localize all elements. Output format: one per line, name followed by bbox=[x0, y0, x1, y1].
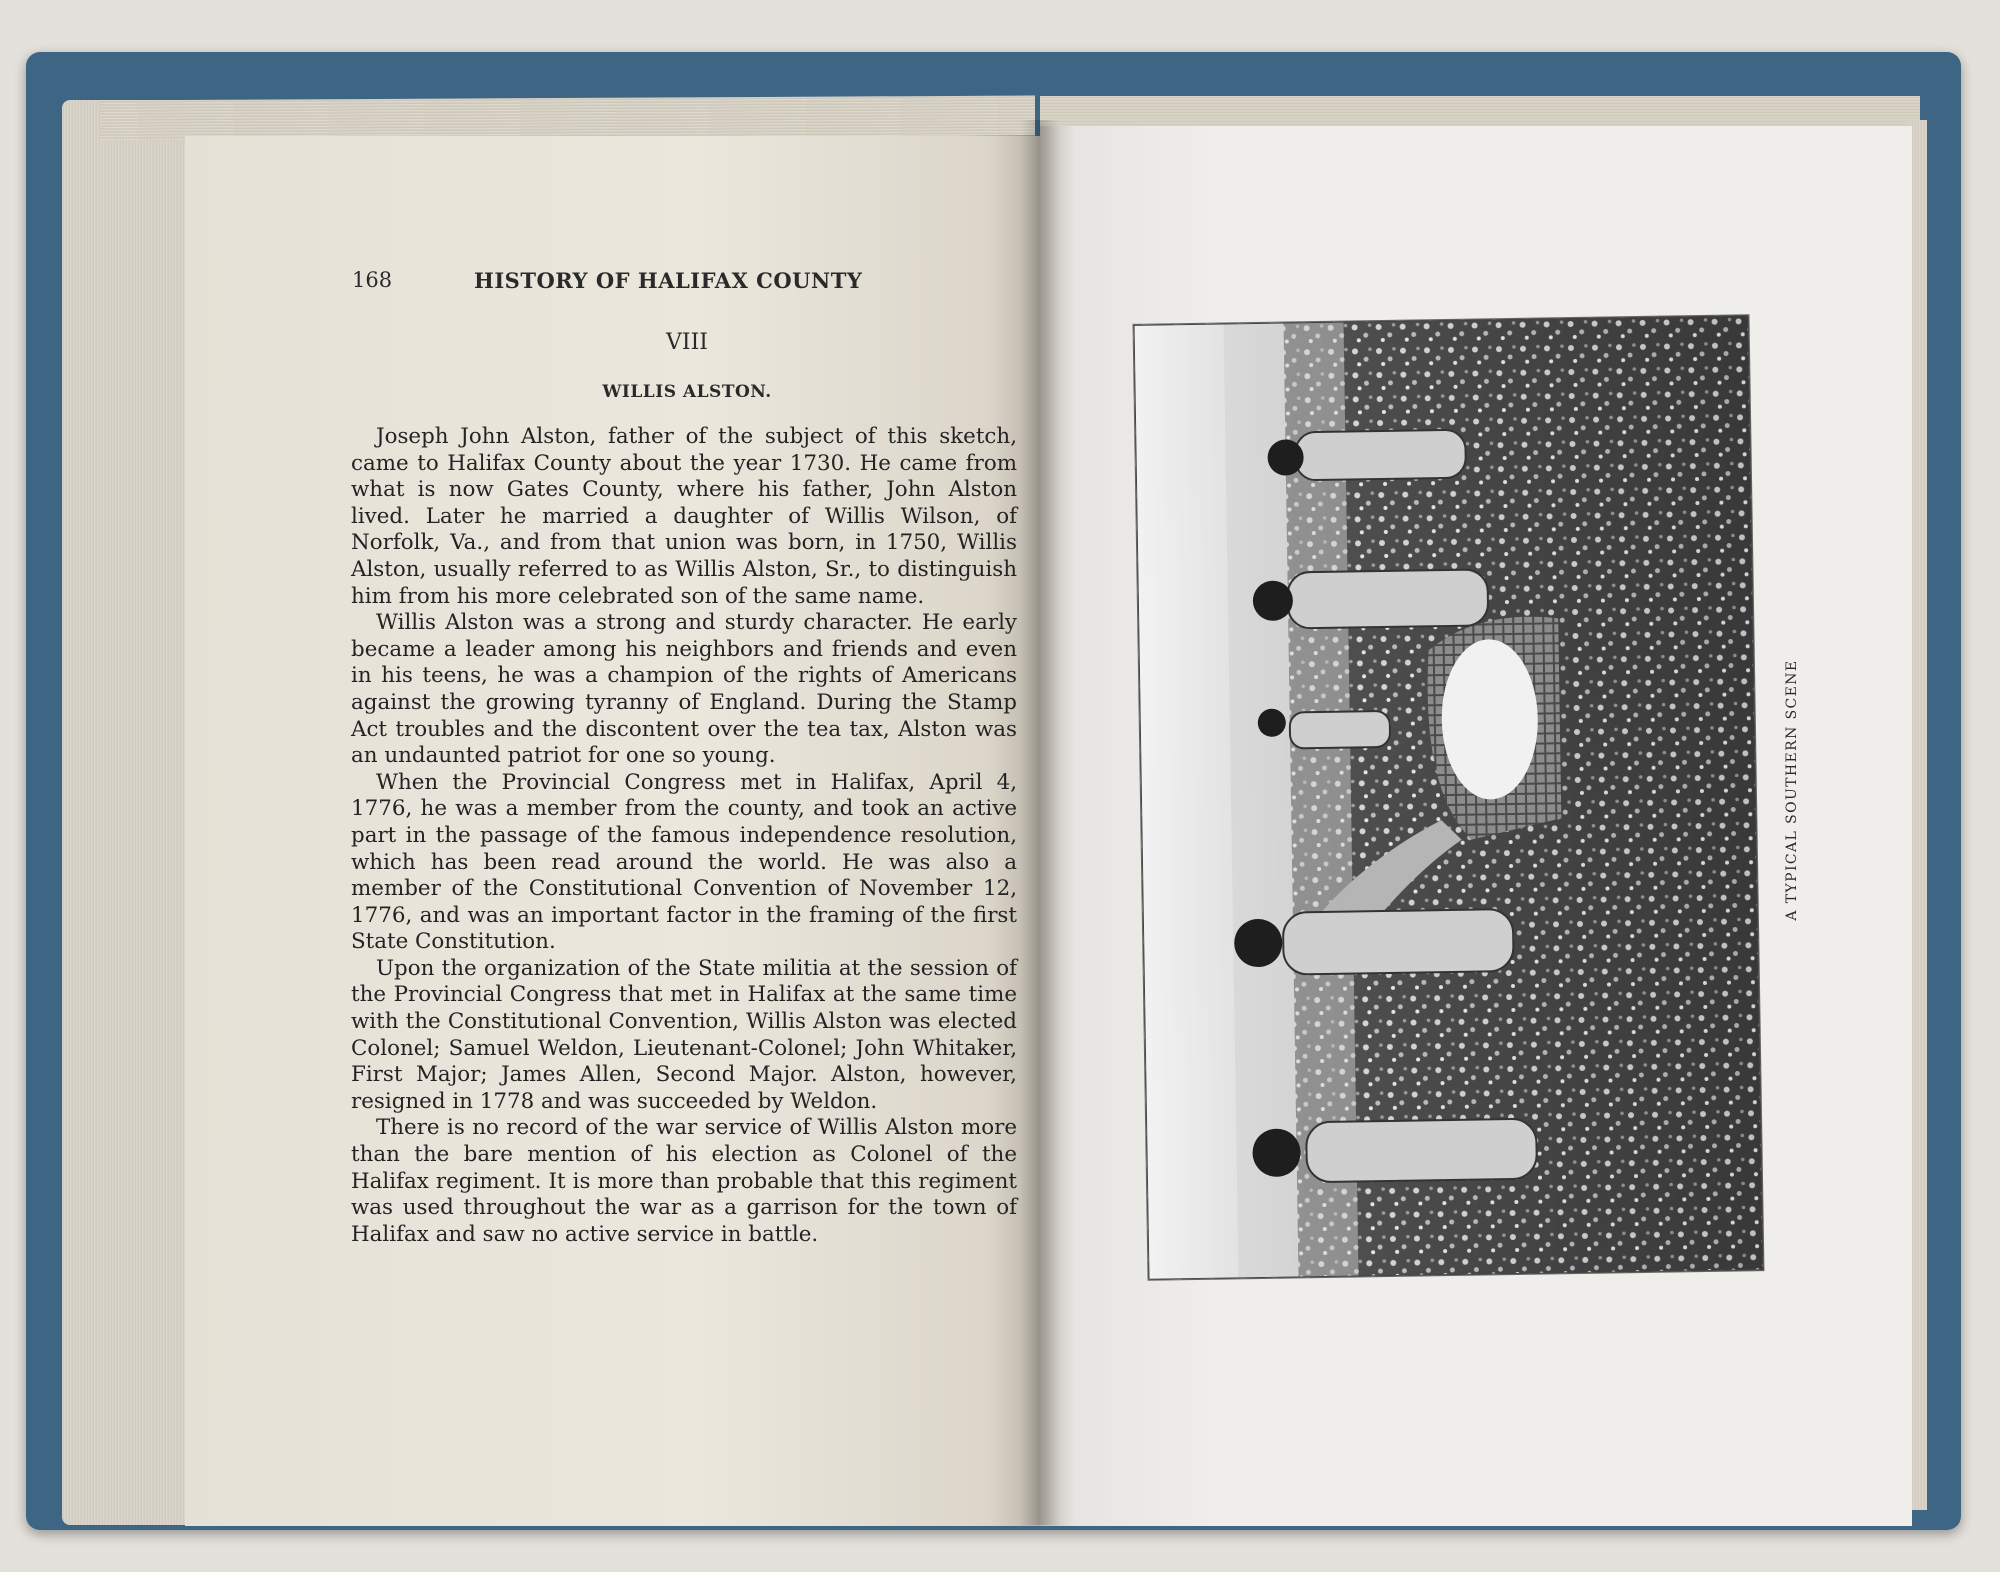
cotton-field-photo bbox=[1134, 315, 1764, 1280]
paragraph: Upon the organization of the State militia at the session of the Provincial Congress that met in Halifax at the same time with the Constitutional Convention, Willis Alston was elected Colonel; Samuel Weldon, Lieutenant-Colonel; John Whitaker, First Major; James Allen, Second Major. Alston, however, resigned in 1778 and was succeeded by Weldon. bbox=[351, 955, 1017, 1114]
body-text bbox=[351, 424, 1017, 1248]
page-number: 168 bbox=[352, 268, 393, 292]
gutter-shadow bbox=[1020, 120, 1060, 1525]
page-edges-top-right bbox=[1040, 96, 1920, 130]
photo-plate bbox=[1134, 315, 1764, 1280]
paragraph: There is no record of the war service of Willis Alston more than the bare mention of his election as Colonel of the Halifax regiment. It is more than probable that this regiment was used throughout the war as a garrison for the town of Halifax and saw no active service in battle. bbox=[351, 1115, 1017, 1247]
running-head bbox=[352, 268, 892, 293]
plate-caption bbox=[1780, 640, 1804, 940]
paragraph: When the Provincial Congress met in Halifax, April 4, 1776, he was a member from the county, and took an active part in the passage of the famous independence resolution, which has been read around the world. He was also a member of the Constitutional Convention of November 12, 1776, and was an important factor in the framing of the first State Constitution. bbox=[351, 769, 1017, 955]
page-edges-top-left bbox=[100, 96, 1035, 141]
page-edges-left bbox=[62, 100, 202, 1525]
plate-caption-text: A TYPICAL SOUTHERN SCENE bbox=[1784, 659, 1800, 921]
running-title: HISTORY OF HALIFAX COUNTY bbox=[474, 268, 863, 293]
chapter-number: VIII bbox=[666, 330, 708, 355]
paragraph: Willis Alston was a strong and sturdy character. He early became a leader among his neighbors and friends and even in his teens, he was a champion of the rights of Americans against the growing tyranny of England. During the Stamp Act troubles and the discontent over the tea tax, Alston was an undaunted patriot for one so young. bbox=[351, 610, 1017, 769]
paragraph: Joseph John Alston, father of the subject of this sketch, came to Halifax County about the year 1730. He came from what is now Gates County, where his father, John Alston lived. Later he married a daughter of Willis Wilson, of Norfolk, Va., and from that union was born, in 1750, Willis Alston, usually referred to as Willis Alston, Sr., to distinguish him from his more celebrated son of the same name. bbox=[351, 424, 1017, 609]
chapter-title: WILLIS ALSTON. bbox=[602, 382, 772, 402]
